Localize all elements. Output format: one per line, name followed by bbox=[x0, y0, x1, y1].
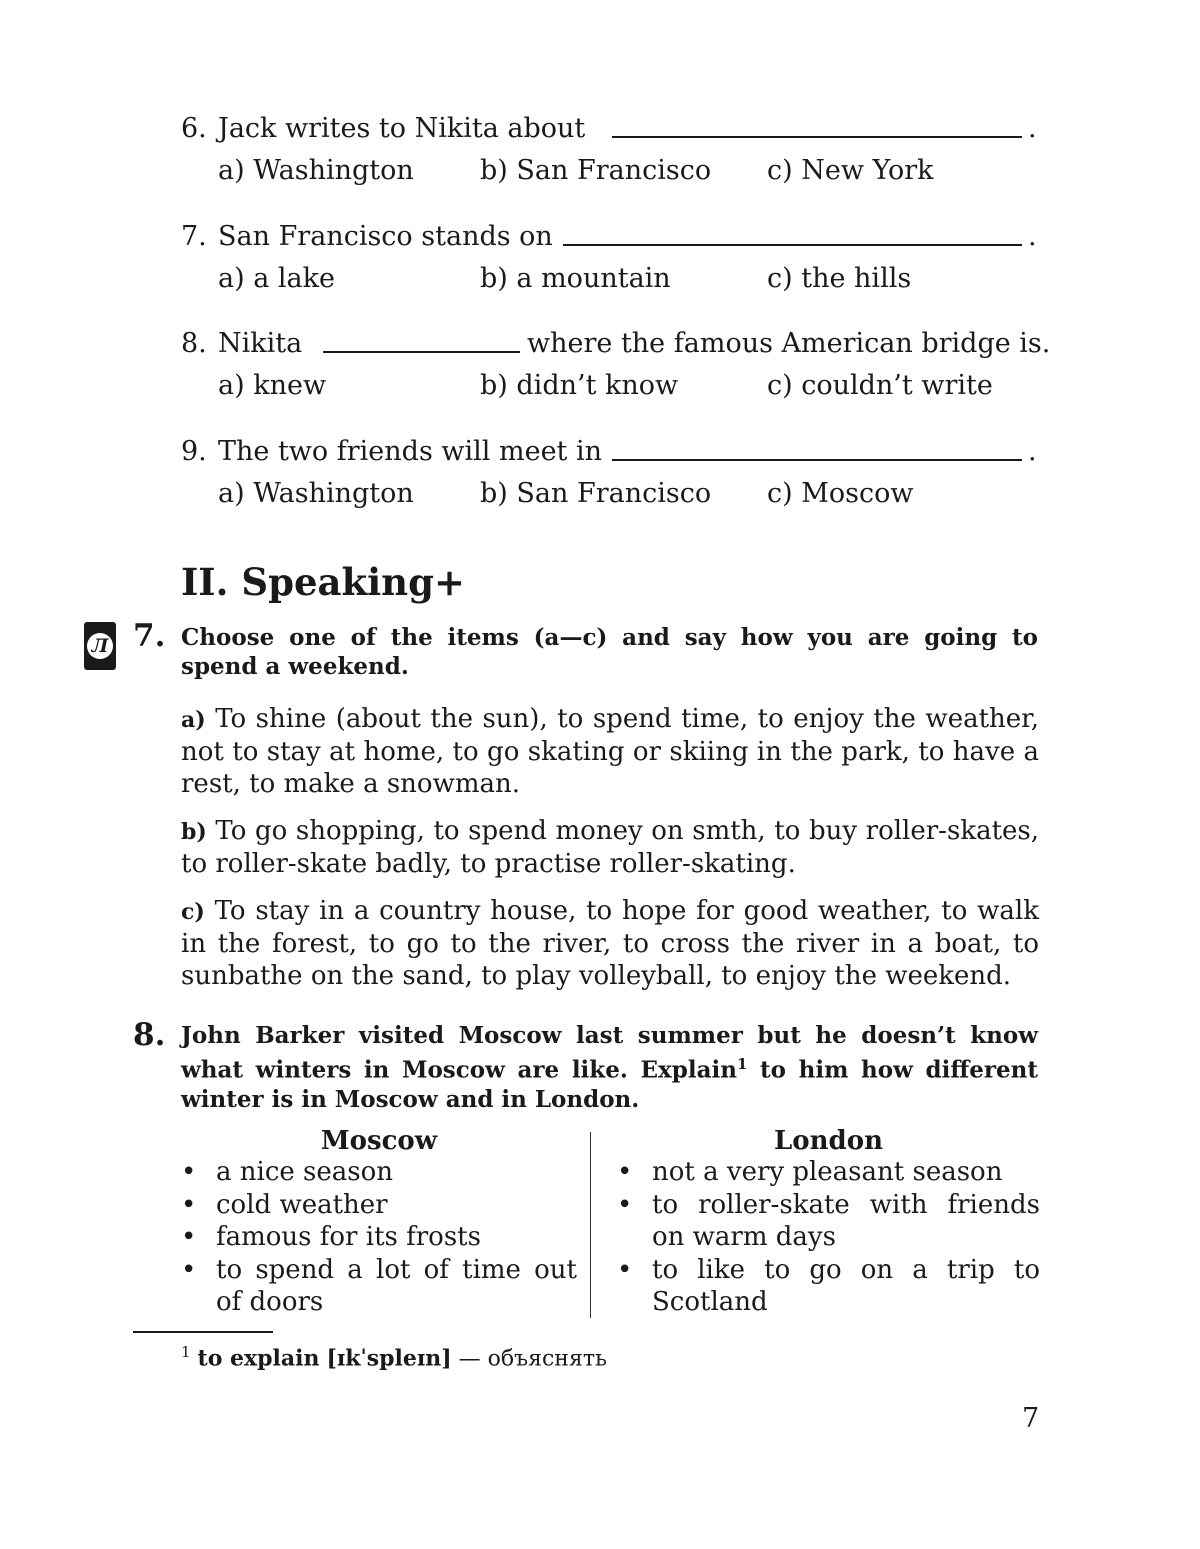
item-text: To stay in a country house, to hope for good weather, to walk in the forest, to go to the river, to cross the river in a boat, to sunbathe on the sand, to play volleyball, to enjoy the weekend. bbox=[181, 896, 1039, 991]
option-c: c) Moscow bbox=[767, 478, 914, 509]
question-stem: The two friends will meet in bbox=[218, 436, 602, 467]
item-text: To shine (about the sun), to spend time, to enjoy the weather, not to stay at home, to go skating or skiing in the park, to have a rest, to make a snowman. bbox=[181, 704, 1039, 799]
question-stem: San Francisco stands on bbox=[218, 221, 553, 252]
badge-letter: Л bbox=[87, 633, 113, 659]
option-a: a) Washington bbox=[218, 478, 414, 509]
question-number: 8. bbox=[181, 328, 207, 359]
list-item: • not a very pleasant season bbox=[617, 1156, 1040, 1189]
footnote-transcription: [ɪkˈspleɪn] bbox=[326, 1345, 452, 1372]
item-c bbox=[181, 895, 1039, 992]
list-item: • cold weather bbox=[181, 1189, 577, 1222]
option-b: b) San Francisco bbox=[480, 478, 712, 509]
task-instruction bbox=[181, 1021, 1038, 1114]
period: . bbox=[1028, 221, 1037, 252]
question-number: 9. bbox=[181, 436, 207, 467]
moscow-column bbox=[181, 1126, 577, 1319]
footnote-separator bbox=[133, 1331, 273, 1333]
list-item: • to like to go on a trip to Scotland bbox=[617, 1254, 1040, 1319]
question-stem: Jack writes to Nikita about bbox=[218, 113, 586, 144]
list-item: • to roller-skate with friends on warm days bbox=[617, 1189, 1040, 1254]
list-item: • a nice season bbox=[181, 1156, 577, 1189]
option-a: a) Washington bbox=[218, 155, 414, 186]
item-label: b) bbox=[181, 819, 207, 845]
footnote-mark: 1 bbox=[181, 1343, 191, 1361]
option-c: c) the hills bbox=[767, 263, 912, 294]
period: . bbox=[1028, 113, 1037, 144]
item-text: To go shopping, to spend money on smth, to buy roller-skates, to roller-skate badly, to practise roller-skating. bbox=[181, 816, 1040, 879]
page-number: 7 bbox=[1022, 1403, 1040, 1434]
footnote-mark: 1 bbox=[736, 1055, 748, 1073]
answer-blank[interactable] bbox=[323, 351, 520, 353]
footnote-term: to explain bbox=[197, 1345, 320, 1372]
list-item: • to spend a lot of time out of doors bbox=[181, 1254, 577, 1319]
item-a bbox=[181, 703, 1039, 800]
option-a: a) knew bbox=[218, 370, 327, 401]
footnote-translation: — объяснять bbox=[458, 1346, 607, 1372]
option-b: b) San Francisco bbox=[480, 155, 712, 186]
item-b bbox=[181, 815, 1039, 880]
question-number: 6. bbox=[181, 113, 207, 144]
column-divider bbox=[590, 1132, 591, 1318]
footnote bbox=[181, 1343, 607, 1371]
listening-badge-icon bbox=[84, 622, 116, 670]
section-title: II. Speaking+ bbox=[181, 560, 465, 604]
option-c: c) couldn’t write bbox=[767, 370, 993, 401]
column-heading: London bbox=[774, 1126, 883, 1156]
option-c: c) New York bbox=[767, 155, 934, 186]
option-b: b) a mountain bbox=[480, 263, 671, 294]
question-stem: Nikita bbox=[218, 328, 303, 359]
answer-blank[interactable] bbox=[612, 136, 1022, 138]
instruction-part: to him how different winter is in Moscow and in London. bbox=[181, 1056, 1038, 1113]
task-instruction: Choose one of the items (a—c) and say how you are going to spend a weekend. bbox=[181, 624, 1038, 680]
option-a: a) a lake bbox=[218, 263, 335, 294]
answer-blank[interactable] bbox=[563, 244, 1022, 246]
column-heading: Moscow bbox=[320, 1126, 438, 1156]
question-stem-after: where the famous American bridge is. bbox=[527, 328, 1051, 359]
question-number: 7. bbox=[181, 221, 207, 252]
item-label: a) bbox=[181, 707, 206, 733]
list-item: • famous for its frosts bbox=[181, 1221, 577, 1254]
period: . bbox=[1028, 436, 1037, 467]
item-label: c) bbox=[181, 899, 205, 925]
instruction-part: John Barker visited Moscow last summer but he doesn’t know what winters in Moscow are like. Explain bbox=[181, 1022, 1038, 1084]
task-number: 7. bbox=[133, 618, 166, 654]
answer-blank[interactable] bbox=[612, 459, 1022, 461]
task-number: 8. bbox=[133, 1017, 166, 1053]
london-column bbox=[617, 1126, 1040, 1319]
option-b: b) didn’t know bbox=[480, 370, 679, 401]
